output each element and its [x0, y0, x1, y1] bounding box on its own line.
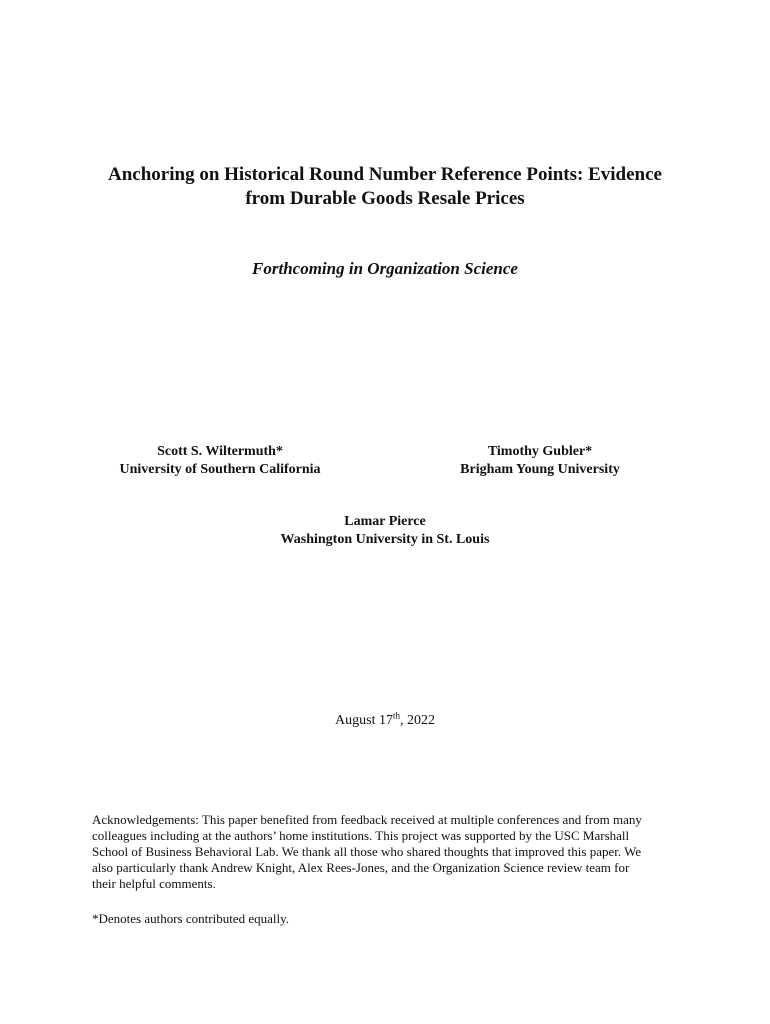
publication-status: Forthcoming in Organization Science — [252, 259, 518, 278]
acknowledgements-line: colleagues including at the authors’ home institutions. This project was supported by the USC Marshall — [92, 828, 630, 843]
paper-date — [235, 712, 535, 730]
author-block-gubler — [425, 443, 655, 479]
date-year: , 2022 — [399, 713, 435, 728]
date-month-day: August 17 — [335, 713, 393, 728]
author-name: Timothy Gubler* — [487, 444, 593, 459]
acknowledgements-line: School of Business Behavioral Lab. We thank all those who shared thoughts that improved this paper. We — [92, 844, 642, 859]
acknowledgements-line: Acknowledgements: This paper benefited from feedback received at multiple conferences and from many — [92, 812, 642, 827]
paper-title-line-2: from Durable Goods Resale Prices — [245, 188, 525, 209]
acknowledgements-line: also particularly thank Andrew Knight, Alex Rees-Jones, and the Organization Science review team for — [92, 860, 630, 875]
author-block-wiltermuth — [90, 443, 350, 479]
paper-title-line-1: Anchoring on Historical Round Number Reference Points: Evidence — [108, 164, 662, 185]
equal-contribution-footnote: *Denotes authors contributed equally. — [92, 911, 289, 926]
author-name: Scott S. Wiltermuth* — [157, 444, 283, 459]
author-affiliation: Washington University in St. Louis — [280, 532, 490, 547]
date-ordinal: th — [392, 710, 400, 721]
author-name: Lamar Pierce — [344, 514, 426, 529]
paper-title — [60, 163, 710, 211]
author-affiliation: Brigham Young University — [460, 462, 620, 477]
author-affiliation: University of Southern California — [119, 462, 321, 477]
acknowledgements-line: their helpful comments. — [92, 876, 216, 891]
author-block-pierce — [235, 513, 535, 549]
acknowledgements-paragraph — [92, 812, 688, 892]
